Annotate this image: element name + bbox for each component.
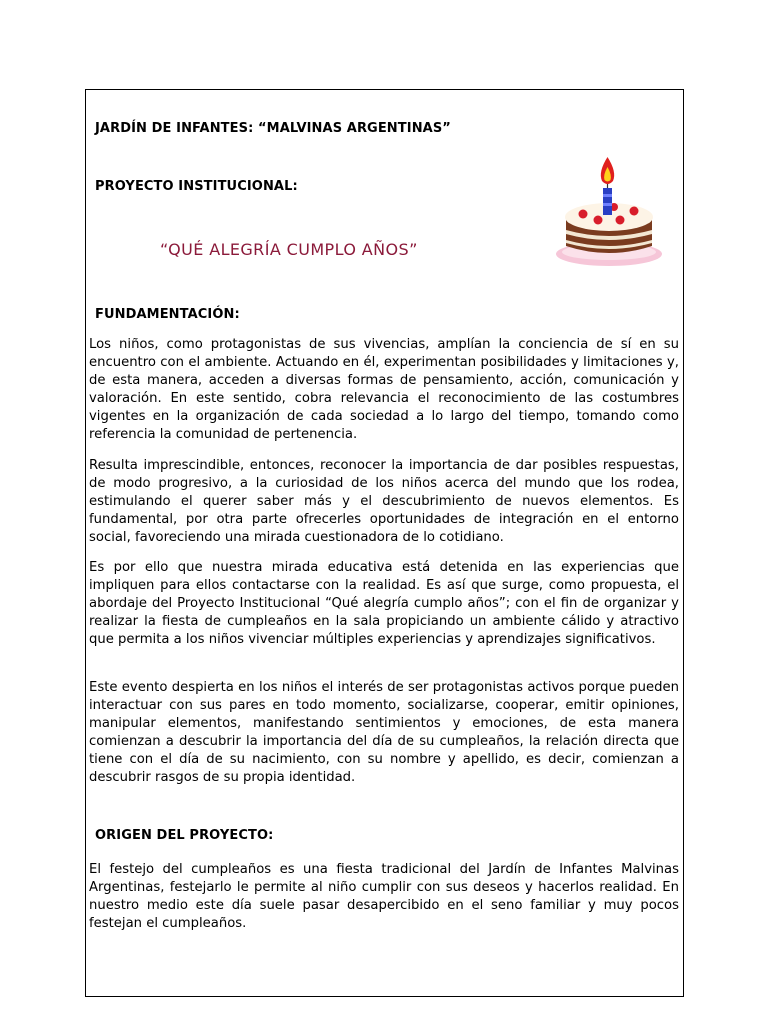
school-title: JARDÍN DE INFANTES: “MALVINAS ARGENTINAS” bbox=[95, 121, 451, 136]
candle bbox=[603, 188, 612, 215]
project-title: “QUÉ ALEGRÍA CUMPLO AÑOS” bbox=[160, 240, 418, 259]
origen-paragraph-1: El festejo del cumpleaños es una fiesta tradicional del Jardín de Infantes Malvinas Argentinas, festejarlo le permite al niño cumplir con sus deseos y hacerlos realidad. En nuestro medio este día suele pasar desapercibido en el seno familiar y muy pocos festejan el cumpleaños. bbox=[89, 862, 679, 931]
fundamentacion-paragraph-1: Los niños, como protagonistas de sus vivencias, amplían la conciencia de sí en su encuentro con el ambiente. Actuando en él, experimentan posibilidades y limitaciones y, de esta manera, acceden a diversas formas de pensamiento, acción, comunicación y valoración. En este sentido, cobra relevancia el reconocimiento de las costumbres vigentes en la organización de cada sociedad a lo largo del tiempo, tomando como referencia la comunidad de pertenencia. bbox=[89, 337, 679, 442]
fundamentacion-paragraph-2: Resulta imprescindible, entonces, reconocer la importancia de dar posibles respuestas, de modo progresivo, a la curiosidad de los niños acerca del mundo que los rodea, estimulando el querer saber más y el descubrimiento de nuevos elementos. Es fundamental, por otra parte ofrecerles oportunidades de integración en el entorno social, favoreciendo una mirada cuestionadora de lo cotidiano. bbox=[89, 458, 679, 545]
fundamentacion-heading: FUNDAMENTACIÓN: bbox=[95, 307, 240, 322]
birthday-cake-icon bbox=[554, 154, 664, 270]
project-label: PROYECTO INSTITUCIONAL: bbox=[95, 179, 298, 194]
fundamentacion-paragraph-3: Es por ello que nuestra mirada educativa está detenida en las experiencias que impliquen para ellos contactarse con la realidad. Es así que surge, como propuesta, el abordaje del Proyecto Institucional “Qué alegría cumplo años”; con el fin de organizar y realizar la fiesta de cumpleaños en la sala propiciando un ambiente cálido y atractivo que permita a los niños vivenciar múltiples experiencias y aprendizajes significativos. bbox=[89, 560, 679, 647]
fundamentacion-paragraph-4: Este evento despierta en los niños el interés de ser protagonistas activos porque pueden interactuar con sus pares en todo momento, socializarse, cooperar, emitir opiniones, manipular elementos, manifestando sentimientos y emociones, de esta manera comienzan a descubrir la importancia del día de su cumpleaños, la relación directa que tiene con el día de su nacimiento, con su nombre y apellido, es decir, comienzan a descubrir rasgos de su propia identidad. bbox=[89, 680, 679, 785]
origen-heading: ORIGEN DEL PROYECTO: bbox=[95, 828, 274, 843]
